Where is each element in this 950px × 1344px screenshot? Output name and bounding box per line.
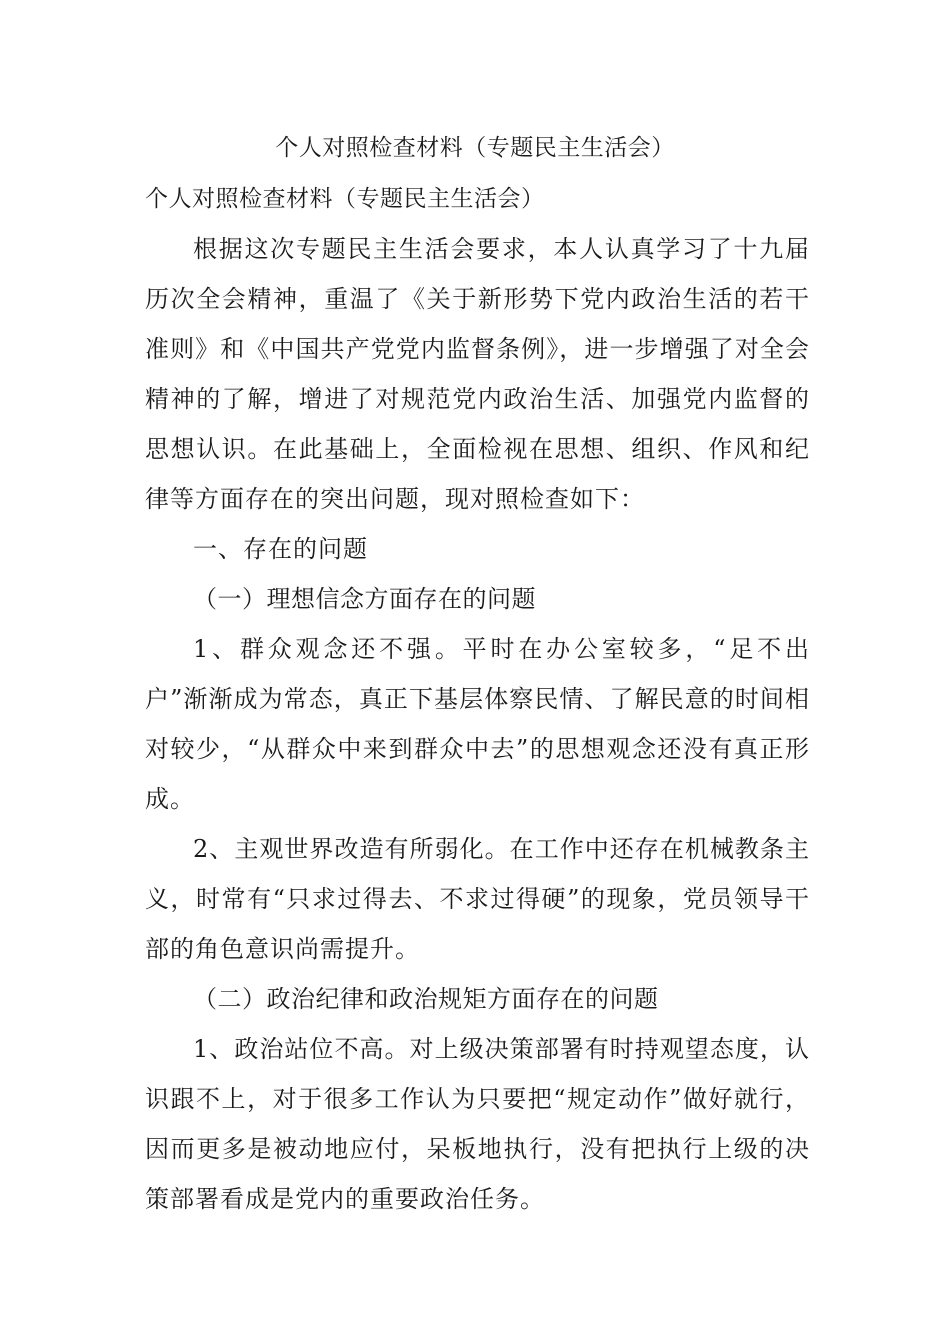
subsection-heading-ideals: （一）理想信念方面存在的问题 xyxy=(193,585,536,613)
document-title: 个人对照检查材料（专题民主生活会） xyxy=(275,135,675,161)
intro-paragraph: 根据这次专题民主生活会要求，本人认真学习了十九届历次全会精神，重温了《关于新形势下党内政治生活的若干准则》和《中国共产党党内监督条例》，进一步增强了对全会精神的了解，增进了对规范党内政治生活、加强党内监督的思想认识。在此基础上，全面检视在思想、组织、作风和纪律等方面存在的突出问题，现对照检查如下： xyxy=(145,235,810,513)
section-heading-problems: 一、存在的问题 xyxy=(193,535,368,563)
document-subtitle: 个人对照检查材料（专题民主生活会） xyxy=(145,186,545,212)
subsection-heading-discipline: （二）政治纪律和政治规矩方面存在的问题 xyxy=(193,985,659,1013)
problem-item: 1、政治站位不高。对上级决策部署有时持观望态度，认识跟不上，对于很多工作认为只要把“规定动作”做好就行，因而更多是被动地应付，呆板地执行，没有把执行上级的决策部署看成是党内的重要政治任务。 xyxy=(145,1035,810,1213)
problem-item: 1、群众观念还不强。平时在办公室较多，“足不出户”渐渐成为常态，真正下基层体察民情、了解民意的时间相对较少，“从群众中来到群众中去”的思想观念还没有真正形成。 xyxy=(145,635,810,813)
document-body xyxy=(145,224,810,1224)
problem-item: 2、主观世界改造有所弱化。在工作中还存在机械教条主义，时常有“只求过得去、不求过得硬”的现象，党员领导干部的角色意识尚需提升。 xyxy=(145,835,810,963)
